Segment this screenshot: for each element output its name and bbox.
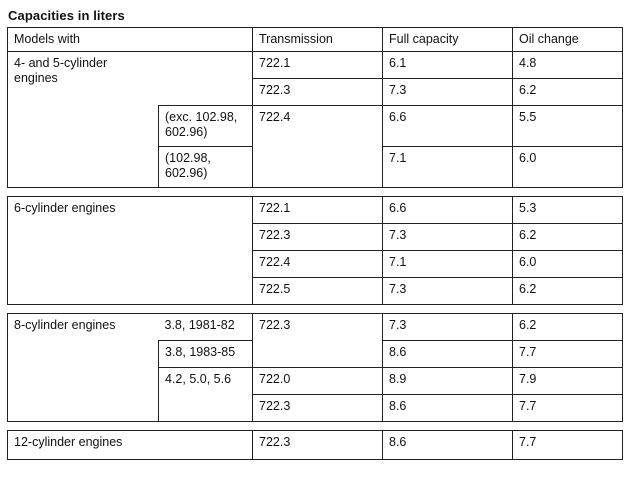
oil-change-cell: 6.2 (513, 79, 623, 106)
oil-change-cell: 7.9 (513, 368, 623, 395)
group-label: 6-cylinder engines (8, 197, 253, 305)
table-row (8, 197, 623, 224)
group-label: 4- and 5-cylinder engines (8, 52, 159, 188)
full-capacity-cell: 7.3 (383, 224, 513, 251)
oil-change-cell: 5.5 (513, 106, 623, 147)
transmission-cell: 722.0 (253, 368, 383, 395)
sub-label: (102.98, 602.96) (159, 147, 253, 188)
oil-change-cell: 7.7 (513, 341, 623, 368)
sub-label: (exc. 102.98, 602.96) (159, 106, 253, 147)
full-capacity-cell: 8.6 (383, 341, 513, 368)
transmission-cell: 722.3 (253, 431, 383, 460)
oil-change-cell: 6.2 (513, 314, 623, 341)
full-capacity-cell: 7.1 (383, 251, 513, 278)
spacer-row (8, 305, 623, 314)
oil-change-cell: 6.2 (513, 278, 623, 305)
transmission-cell: 722.4 (253, 251, 383, 278)
oil-change-cell: 7.7 (513, 431, 623, 460)
full-capacity-cell: 8.6 (383, 431, 513, 460)
transmission-cell: 722.3 (253, 79, 383, 106)
header-row (8, 28, 623, 52)
header-oil-change: Oil change (513, 28, 623, 52)
sub-label (159, 52, 253, 106)
table-row (8, 52, 623, 79)
oil-change-cell: 5.3 (513, 197, 623, 224)
transmission-cell: 722.3 (253, 395, 383, 422)
table-row (8, 314, 623, 341)
sub-label: 3.8, 1981-82 (159, 314, 253, 341)
full-capacity-cell: 6.6 (383, 197, 513, 224)
oil-change-cell: 6.0 (513, 251, 623, 278)
full-capacity-cell: 7.1 (383, 147, 513, 188)
oil-change-cell: 7.7 (513, 395, 623, 422)
oil-change-cell: 4.8 (513, 52, 623, 79)
oil-change-cell: 6.0 (513, 147, 623, 188)
full-capacity-cell: 7.3 (383, 79, 513, 106)
sub-label: 4.2, 5.0, 5.6 (159, 368, 253, 422)
full-capacity-cell: 7.3 (383, 314, 513, 341)
group-label: 8-cylinder engines (8, 314, 159, 422)
full-capacity-cell: 7.3 (383, 278, 513, 305)
full-capacity-cell: 6.6 (383, 106, 513, 147)
header-full-capacity: Full capacity (383, 28, 513, 52)
full-capacity-cell: 6.1 (383, 52, 513, 79)
transmission-cell: 722.3 (253, 314, 383, 368)
table-title: Capacities in liters (8, 8, 125, 23)
transmission-cell: 722.1 (253, 52, 383, 79)
spacer-row (8, 188, 623, 197)
transmission-cell: 722.3 (253, 224, 383, 251)
sub-label: 3.8, 1983-85 (159, 341, 253, 368)
full-capacity-cell: 8.6 (383, 395, 513, 422)
header-models: Models with (8, 28, 253, 52)
spacer-row (8, 422, 623, 431)
header-transmission: Transmission (253, 28, 383, 52)
group-label: 12-cylinder engines (8, 431, 253, 460)
transmission-cell: 722.5 (253, 278, 383, 305)
capacities-table (7, 27, 623, 460)
oil-change-cell: 6.2 (513, 224, 623, 251)
transmission-cell: 722.4 (253, 106, 383, 188)
table-row (8, 431, 623, 460)
full-capacity-cell: 8.9 (383, 368, 513, 395)
transmission-cell: 722.1 (253, 197, 383, 224)
